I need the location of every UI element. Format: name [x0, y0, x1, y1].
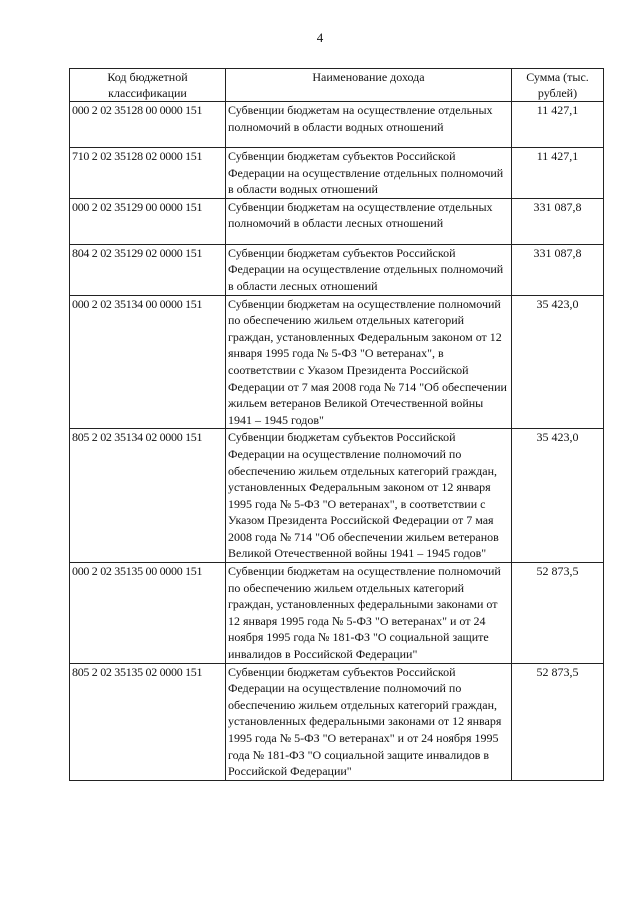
row-sum: 52 873,5	[512, 663, 604, 780]
row-code: 000 2 02 35135 00 0000 151	[70, 563, 226, 664]
row-name: Субвенции бюджетам на осуществление отдельных полномочий в области водных отношений	[226, 102, 512, 148]
row-sum: 35 423,0	[512, 429, 604, 563]
row-name: Субвенции бюджетам на осуществление полномочий по обеспечению жильем отдельных категорий граждан, установленных Федеральным законом от 12 января 1995 года № 5-ФЗ "О ветеранах", в соответствии с Указом Президента Российской Федерации от 7 мая 2008 года № 714 "Об обеспечении жильем ветеранов Великой Отечественной войны 1941 – 1945 годов"	[226, 295, 512, 429]
row-name: Субвенции бюджетам на осуществление полномочий по обеспечению жильем отдельных категорий граждан, установленных федеральными законами от 12 января 1995 года № 5-ФЗ "О ветеранах" и от 24 ноября 1995 года № 181-ФЗ "О социальной защите инвалидов в Российской Федерации"	[226, 563, 512, 664]
row-code: 000 2 02 35128 00 0000 151	[70, 102, 226, 148]
table-row	[70, 198, 604, 244]
row-sum: 331 087,8	[512, 244, 604, 295]
row-name: Субвенции бюджетам субъектов Российской Федерации на осуществление отдельных полномочий в области лесных отношений	[226, 244, 512, 295]
page-number: 4	[316, 30, 324, 45]
row-sum: 35 423,0	[512, 295, 604, 429]
revenue-table	[69, 68, 604, 781]
row-code: 000 2 02 35129 00 0000 151	[70, 198, 226, 244]
row-sum: 331 087,8	[512, 198, 604, 244]
row-code: 805 2 02 35135 02 0000 151	[70, 663, 226, 780]
row-name: Субвенции бюджетам субъектов Российской Федерации на осуществление полномочий по обеспечению жильем отдельных категорий граждан, установленных федеральными законами от 12 января 1995 года № 5-ФЗ "О ветеранах" и от 24 ноября 1995 года № 181-ФЗ "О социальной защите инвалидов в Российской Федерации"	[226, 663, 512, 780]
row-code: 710 2 02 35128 02 0000 151	[70, 148, 226, 199]
row-sum: 11 427,1	[512, 148, 604, 199]
table-row	[70, 295, 604, 429]
header-sum: Сумма (тыс. рублей)	[512, 69, 604, 102]
row-code: 000 2 02 35134 00 0000 151	[70, 295, 226, 429]
table-row	[70, 148, 604, 199]
header-name: Наименование дохода	[226, 69, 512, 102]
header-code: Код бюджетной классификации	[70, 69, 226, 102]
table-row	[70, 563, 604, 664]
table-row	[70, 429, 604, 563]
row-name: Субвенции бюджетам на осуществление отдельных полномочий в области лесных отношений	[226, 198, 512, 244]
row-name: Субвенции бюджетам субъектов Российской Федерации на осуществление отдельных полномочий в области водных отношений	[226, 148, 512, 199]
row-name: Субвенции бюджетам субъектов Российской Федерации на осуществление полномочий по обеспечению жильем отдельных категорий граждан, установленных Федеральным законом от 12 января 1995 года № 5-ФЗ "О ветеранах", в соответствии с Указом Президента Российской Федерации от 7 мая 2008 года № 714 "Об обеспечении жильем ветеранов Великой Отечественной войны 1941 – 1945 годов"	[226, 429, 512, 563]
table-row	[70, 244, 604, 295]
table-header-row	[70, 69, 604, 102]
row-code: 804 2 02 35129 02 0000 151	[70, 244, 226, 295]
row-sum: 11 427,1	[512, 102, 604, 148]
row-code: 805 2 02 35134 02 0000 151	[70, 429, 226, 563]
row-sum: 52 873,5	[512, 563, 604, 664]
table-row	[70, 102, 604, 148]
table-row	[70, 663, 604, 780]
